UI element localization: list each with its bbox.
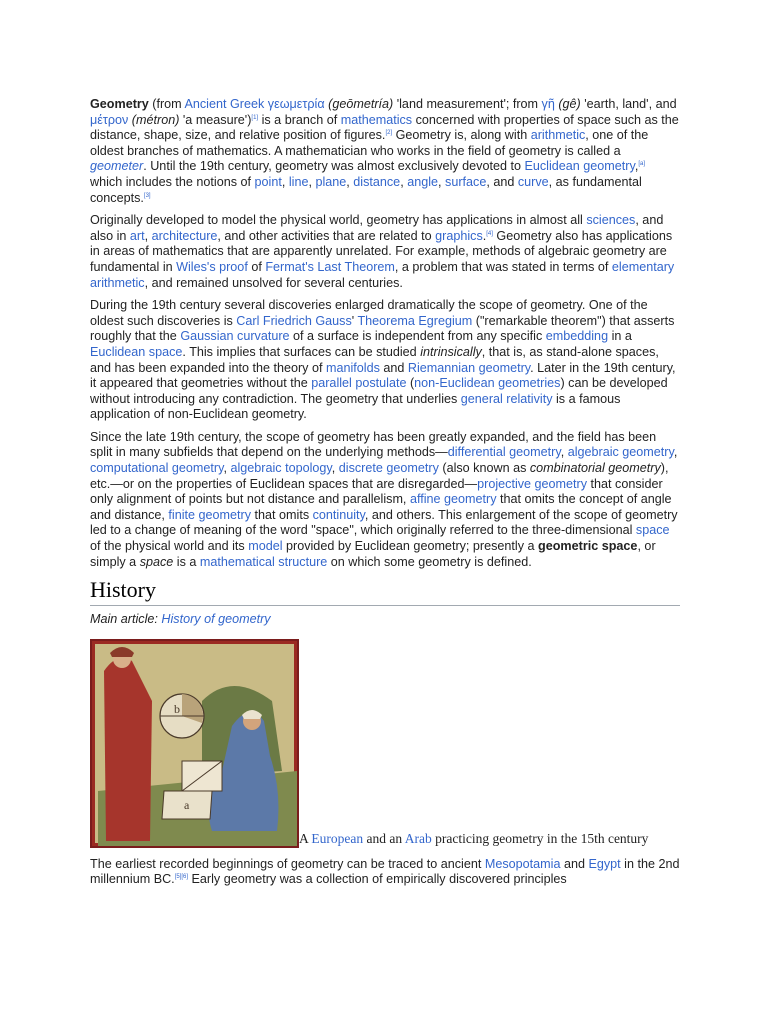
- text: Geometry also has applications in areas of mathematics that are apparently unrelated. For example, methods of algebraic geometry are fundamental in: [90, 228, 673, 274]
- link-arithmetic[interactable]: arithmetic: [530, 128, 586, 143]
- text: is a famous application of non-Euclidean geometry.: [90, 391, 621, 422]
- link-model[interactable]: model: [248, 539, 283, 554]
- hatnote-prefix: Main article:: [90, 612, 162, 627]
- link-distance[interactable]: distance: [353, 174, 401, 189]
- emphasis: combinatorial geometry: [529, 461, 661, 476]
- emphasis: space: [139, 554, 174, 569]
- link-general-relativity[interactable]: general relativity: [460, 391, 553, 406]
- link-mesopotamia[interactable]: Mesopotamia: [484, 856, 561, 871]
- text: ,: [223, 461, 231, 476]
- svg-text:a: a: [184, 797, 190, 812]
- text: .: [482, 228, 487, 243]
- text: ,: [673, 445, 678, 460]
- link-graphics[interactable]: graphics: [435, 228, 483, 243]
- link-architecture[interactable]: architecture: [151, 228, 218, 243]
- history-figure: [90, 639, 680, 848]
- link-theorema-egregium[interactable]: Theorema Egregium: [357, 313, 473, 328]
- caption-text: practicing geometry in the 15th century: [431, 830, 649, 846]
- link-curve[interactable]: curve: [517, 174, 549, 189]
- link-affine-geometry[interactable]: affine geometry: [409, 492, 497, 507]
- text: 'land measurement'; from: [393, 97, 542, 111]
- link-computational-geometry[interactable]: computational geometry: [90, 461, 224, 476]
- link-metron[interactable]: μέτρον: [90, 112, 129, 127]
- text: , and others. This enlargement of the scope of geometry led to a change of meaning of the word "space", which originally referred to the three-dimensional: [90, 507, 678, 538]
- link-algebraic-topology[interactable]: algebraic topology: [230, 461, 332, 476]
- link-ancient-greek[interactable]: Ancient Greek: [184, 97, 265, 111]
- citation[interactable]: [a]: [638, 161, 646, 168]
- link-egypt[interactable]: Egypt: [588, 856, 621, 871]
- link-elementary-arithmetic[interactable]: elementary arithmetic: [90, 259, 675, 290]
- text: ,: [438, 174, 446, 189]
- citation[interactable]: [3]: [143, 192, 151, 199]
- link-mathematics[interactable]: mathematics: [340, 112, 413, 127]
- link-algebraic-geometry[interactable]: algebraic geometry: [567, 445, 674, 460]
- text: , and remained unsolved for several centuries.: [144, 275, 403, 290]
- transliteration: (gê): [554, 97, 581, 111]
- link-gauss[interactable]: Carl Friedrich Gauss: [236, 313, 352, 328]
- link-wiles-proof[interactable]: Wiles's proof: [176, 259, 248, 274]
- scope-paragraph: [90, 430, 680, 570]
- text: Originally developed to model the physical world, geometry has applications in almost all: [90, 213, 587, 228]
- text: , a problem that was stated in terms of: [394, 259, 612, 274]
- link-point[interactable]: point: [254, 174, 282, 189]
- link-embedding[interactable]: embedding: [545, 329, 609, 344]
- section-heading-history: History: [90, 577, 680, 606]
- text: . Later in the 19th century, it appeared that geometries without the: [90, 360, 676, 391]
- text: ,: [144, 228, 152, 243]
- link-parallel-postulate[interactable]: parallel postulate: [311, 376, 407, 391]
- link-ge[interactable]: γῆ: [541, 97, 555, 111]
- text: that omits the concept of angle and distance,: [90, 492, 672, 522]
- text: Geometry is, along with: [392, 128, 531, 143]
- text: 'earth, land', and: [580, 97, 677, 111]
- link-art[interactable]: art: [129, 228, 145, 243]
- emphasis: intrinsically: [420, 344, 482, 359]
- text: ,: [281, 174, 289, 189]
- link-angle[interactable]: angle: [407, 174, 439, 189]
- link-finite-geometry[interactable]: finite geometry: [168, 507, 252, 522]
- text: is a: [173, 554, 200, 569]
- text: ,: [560, 445, 568, 460]
- text: Since the late 19th century, the scope of geometry has been greatly expanded, and the field has been split in many subfields that depend on the underlying methods—: [90, 429, 657, 460]
- text: ,: [346, 174, 354, 189]
- text: and: [379, 360, 408, 375]
- link-differential-geometry[interactable]: differential geometry: [447, 445, 561, 460]
- link-mathematical-structure[interactable]: mathematical structure: [199, 554, 328, 569]
- text: ("remarkable theorem") that asserts roughly that the: [90, 313, 675, 344]
- link-history-of-geometry[interactable]: History of geometry: [161, 612, 271, 627]
- text: of: [247, 259, 266, 274]
- text: , and also in: [90, 213, 664, 243]
- intro-paragraph: [90, 97, 680, 206]
- text: is a branch of: [258, 112, 341, 127]
- text: that omits: [251, 507, 313, 522]
- text: ) can be developed without introducing any contradiction. The geometry that underlies: [90, 376, 668, 406]
- link-space[interactable]: space: [635, 523, 670, 538]
- history-paragraph: [90, 857, 680, 888]
- transliteration: (métron): [128, 112, 180, 127]
- text: on which some geometry is defined.: [327, 554, 532, 569]
- text: , one of the oldest branches of mathematics. A mathematician who works in the field of geometry is called a: [90, 128, 649, 158]
- text: (from: [148, 97, 185, 111]
- term-geometric-space: geometric space: [538, 539, 638, 554]
- text: of a surface is independent from any specific: [289, 329, 546, 344]
- text: , that is, as stand-alone spaces, and has been expanded into the theory of: [90, 344, 659, 375]
- article-body: [90, 97, 680, 895]
- text: and: [560, 856, 589, 871]
- link-surface[interactable]: surface: [445, 174, 487, 189]
- text: ), etc.—or on the properties of Euclidean spaces that are disregarded—: [90, 461, 669, 491]
- text: . This implies that surfaces can be studied: [182, 344, 421, 359]
- text: (: [406, 376, 415, 391]
- nineteenth-century-paragraph: [90, 298, 680, 423]
- citation[interactable]: [5][6]: [174, 874, 189, 881]
- text: concerned with properties of space such as the distance, shape, size, and relative position of figures.: [90, 112, 679, 143]
- link-line[interactable]: line: [288, 174, 309, 189]
- main-article-hatnote: [90, 612, 680, 628]
- caption-text: A: [299, 830, 312, 846]
- text: ,: [308, 174, 316, 189]
- term-geometry: Geometry: [90, 97, 149, 111]
- text: During the 19th century several discoveries enlarged dramatically the scope of geometry. One of the oldest such discoveries is: [90, 298, 648, 328]
- link-discrete-geometry[interactable]: discrete geometry: [338, 461, 439, 476]
- applications-paragraph: [90, 213, 680, 291]
- text: (also known as: [438, 461, 530, 476]
- link-non-euclidean-geometries[interactable]: non-Euclidean geometries: [414, 376, 561, 391]
- link-european[interactable]: European: [311, 830, 364, 846]
- link-plane[interactable]: plane: [315, 174, 347, 189]
- text: The earliest recorded beginnings of geometry can be traced to ancient: [90, 856, 485, 871]
- link-euclidean-space[interactable]: Euclidean space: [90, 344, 183, 359]
- text: . Until the 19th century, geometry was almost exclusively devoted to: [143, 159, 525, 174]
- link-euclidean-geometry[interactable]: Euclidean geometry: [524, 159, 635, 174]
- text: provided by Euclidean geometry; presently a: [282, 539, 539, 554]
- link-geometria[interactable]: γεωμετρία: [267, 97, 325, 111]
- text: 'a measure'): [179, 112, 252, 127]
- caption-text: and an: [363, 830, 405, 846]
- figure-caption: [299, 831, 648, 846]
- text: of the physical world and its: [90, 539, 249, 554]
- text: in the 2nd millennium BC.: [90, 856, 680, 887]
- text: , and other activities that are related to: [217, 228, 436, 243]
- text: , and: [486, 174, 518, 189]
- illustration-graphic: [92, 641, 297, 846]
- link-projective-geometry[interactable]: projective geometry: [477, 476, 588, 491]
- text: ,: [634, 159, 639, 174]
- citation[interactable]: [4]: [486, 230, 493, 237]
- link-arab[interactable]: Arab: [404, 830, 432, 846]
- transliteration: (geōmetría): [324, 97, 394, 111]
- link-riemannian-geometry[interactable]: Riemannian geometry: [407, 360, 531, 375]
- citation[interactable]: [1]: [251, 114, 259, 121]
- text: that consider only alignment of points but not distance and parallelism,: [90, 476, 663, 507]
- text: in a: [608, 329, 632, 344]
- text: Early geometry was a collection of empirically discovered principles: [188, 872, 567, 887]
- link-gaussian-curvature[interactable]: Gaussian curvature: [180, 329, 290, 344]
- text: ,: [400, 174, 408, 189]
- text: which includes the notions of: [90, 174, 255, 189]
- link-fermats-last-theorem[interactable]: Fermat's Last Theorem: [265, 259, 395, 274]
- svg-text:b: b: [174, 701, 180, 716]
- link-manifolds[interactable]: manifolds: [325, 360, 380, 375]
- manuscript-illustration[interactable]: [90, 639, 299, 848]
- link-continuity[interactable]: continuity: [312, 507, 365, 522]
- link-sciences[interactable]: sciences: [586, 213, 636, 228]
- citation[interactable]: [2]: [385, 130, 393, 137]
- text: ,: [331, 461, 339, 476]
- text: , or simply a: [90, 539, 656, 569]
- text: , as fundamental concepts.: [90, 174, 642, 205]
- link-geometer[interactable]: geometer: [90, 159, 144, 174]
- text: ': [351, 313, 358, 328]
